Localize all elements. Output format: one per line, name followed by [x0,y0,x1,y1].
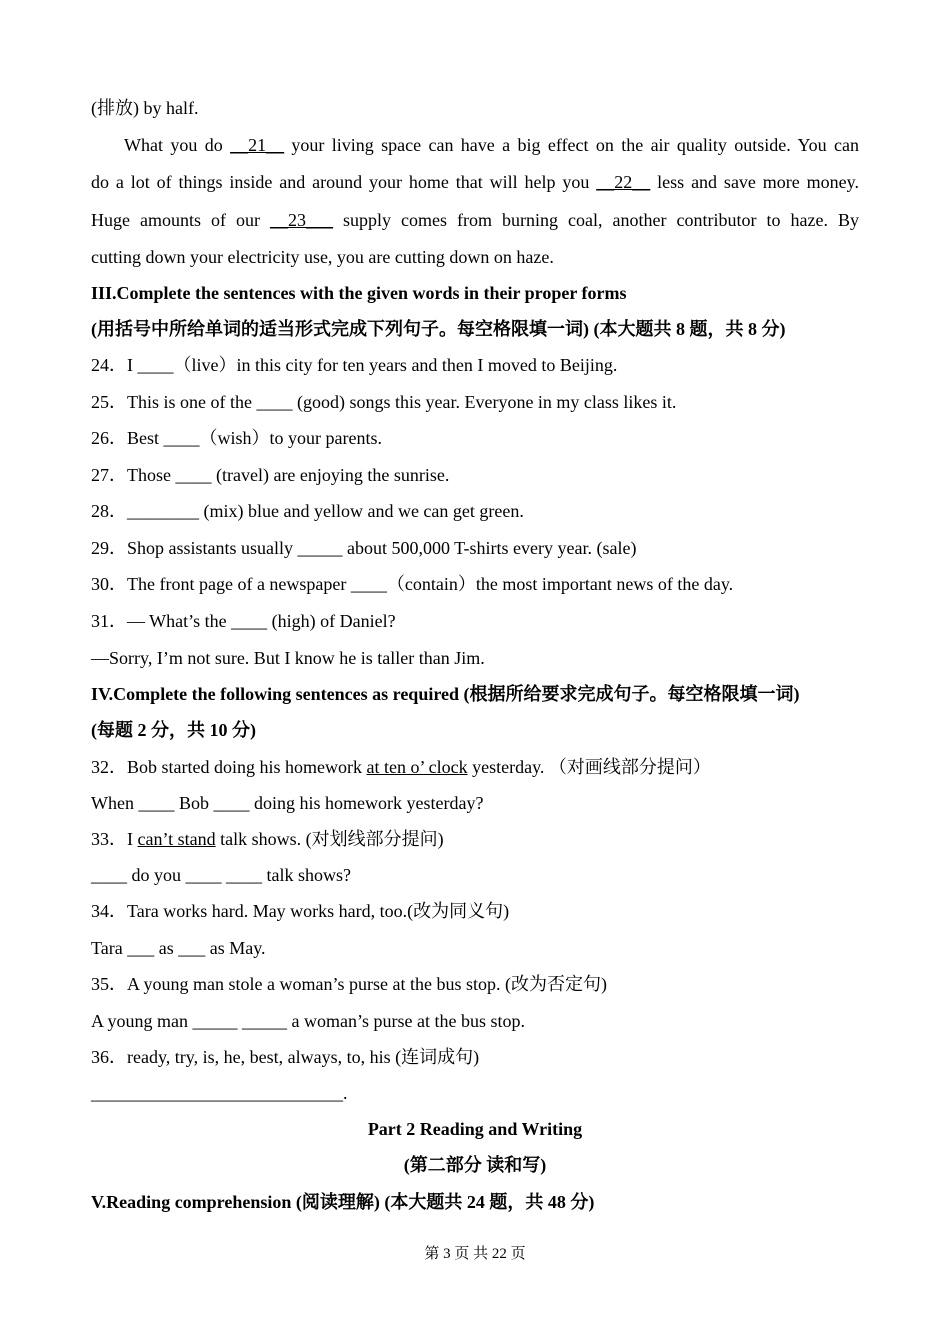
question-item: 26．Best ____（wish）to your parents. [91,428,382,448]
answer-line: ____________________________. [91,1083,348,1103]
blank-23: __23___ [270,210,334,230]
question-item: 30．The front page of a newspaper ____（contain）the most important news of the day. [91,574,734,594]
section-3-title: III.Complete the sentences with the given words in their proper forms [91,283,627,303]
answer-line: A young man _____ _____ a woman’s purse at the bus stop. [91,1011,525,1031]
passage-line: Huge amounts of our __23___ supply comes from burning coal, another contributor to haze. By [91,210,859,230]
blank-22: __22__ [596,172,651,192]
question-35: 35．A young man stole a woman’s purse at the bus stop. (改为否定句) [91,974,607,994]
answer-line: Tara ___ as ___ as May. [91,938,266,958]
answer-line: ____ do you ____ ____ talk shows? [91,865,351,885]
question-item: 31．— What’s the ____ (high) of Daniel? [91,611,396,631]
answer-line: When ____ Bob ____ doing his homework yesterday? [91,793,484,813]
question-item: —Sorry, I’m not sure. But I know he is taller than Jim. [91,648,485,668]
section-4-title: IV.Complete the following sentences as required (根据所给要求完成句子。每空格限填一词) [91,684,800,704]
question-item: 25．This is one of the ____ (good) songs this year. Everyone in my class likes it. [91,392,677,412]
question-item: 28．________ (mix) blue and yellow and we can get green. [91,501,524,521]
question-item: 24．I ____（live）in this city for ten years and then I moved to Beijing. [91,355,618,375]
underlined-phrase: at ten o’ clock [366,757,468,777]
underlined-phrase: can’t stand [137,829,216,849]
question-36: 36．ready, try, is, he, best, always, to, his (连词成句) [91,1047,480,1067]
section-3-subtitle: (用括号中所给单词的适当形式完成下列句子。每空格限填一词) (本大题共 8 题，共 8 分) [91,319,786,339]
question-item: 29．Shop assistants usually _____ about 500,000 T-shirts every year. (sale) [91,538,637,558]
passage-line: do a lot of things inside and around your home that will help you __22__ less and save more money. [91,172,859,192]
question-item: 27．Those ____ (travel) are enjoying the sunrise. [91,465,450,485]
section-4-subtitle: (每题 2 分，共 10 分) [91,720,256,740]
passage-line: cutting down your electricity use, you are cutting down on haze. [91,247,554,267]
passage-line: What you do __21__ your living space can have a big effect on the air quality outside. You can [124,135,859,155]
question-33: 33．I can’t stand talk shows. (对划线部分提问) [91,829,444,849]
part-2-subtitle: (第二部分 读和写) [403,1155,547,1175]
page-footer: 第 3 页 共 22 页 [424,1246,526,1262]
blank-21: __21__ [230,135,285,155]
question-34: 34．Tara works hard. May works hard, too.(改为同义句) [91,901,510,921]
passage-line: (排放) by half. [91,98,199,118]
section-5-title: V.Reading comprehension (阅读理解) (本大题共 24 题，共 48 分) [91,1192,595,1212]
question-32: 32．Bob started doing his homework at ten o’ clock yesterday. （对画线部分提问） [91,757,711,777]
part-2-title: Part 2 Reading and Writing [367,1119,583,1139]
